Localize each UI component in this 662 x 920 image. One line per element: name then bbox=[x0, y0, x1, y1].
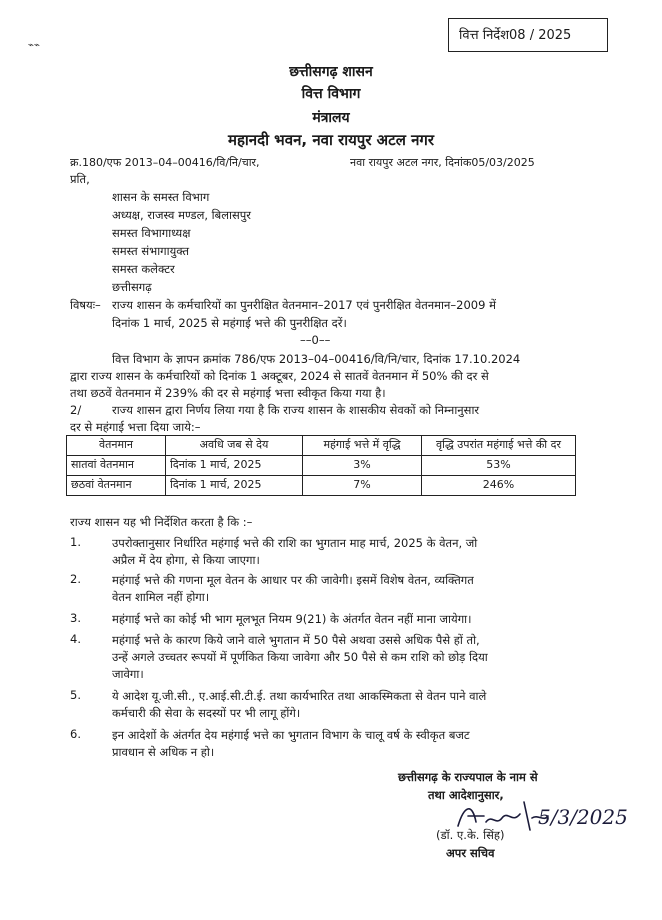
table-cell: 3% bbox=[303, 456, 422, 476]
table-cell: दिनांक 1 मार्च, 2025 bbox=[166, 456, 303, 476]
header-address: महानदी भवन, नवा रायपुर अटल नगर bbox=[227, 131, 435, 149]
table-cell: 7% bbox=[303, 476, 422, 496]
item-line: अप्रैल में देय होगा, से किया जाएगा। bbox=[112, 553, 260, 567]
signatory-name: (डॉ. ए.के. सिंह) bbox=[436, 828, 505, 842]
da-rates-table bbox=[66, 435, 576, 496]
header-government: छत्तीसगढ़ शासन bbox=[289, 64, 373, 80]
directive-item bbox=[112, 572, 578, 606]
item-line: उन्हें अगले उच्चतर रूपयों में पूर्णकित किया जावेगा और 50 पैसे से कम राशि को छोड़ दिया bbox=[112, 650, 488, 664]
item-number: 6. bbox=[70, 727, 81, 741]
directive-item bbox=[112, 535, 578, 569]
item-number: 1. bbox=[70, 535, 81, 549]
item-line: वेतन शामिल नहीं होगा। bbox=[112, 590, 210, 604]
header-department: वित्त विभाग bbox=[301, 86, 361, 102]
subject-line: दिनांक 1 मार्च, 2025 से महंगाई भत्ते की पुनरीक्षित दरें। bbox=[112, 316, 347, 330]
item-line: महंगाई भत्ते के कारण किये जाने वाले भुगतान में 50 पैसे अथवा उससे अधिक पैसे हों तो, bbox=[112, 633, 480, 647]
item-number: 3. bbox=[70, 611, 81, 625]
signature-authority: छत्तीसगढ़ के राज्यपाल के नाम से bbox=[398, 770, 538, 784]
table-cell: छठवां वेतनमान bbox=[67, 476, 166, 496]
paragraph-line: तथा छठवें वेतनमान में 239% की दर से महंगाई भत्ता स्वीकृत किया गया है। bbox=[70, 386, 386, 400]
paragraph-line: वित्त विभाग के ज्ञापन क्रमांक 786/एफ 2013–04–00416/वि/नि/चार, दिनांक 17.10.2024 bbox=[112, 352, 521, 366]
recipient-item: समस्त विभागाध्यक्ष bbox=[112, 226, 191, 240]
item-line: महंगाई भत्ते का कोई भी भाग मूलभूत नियम 9(21) के अंतर्गत वेतन नहीं माना जायेगा। bbox=[112, 612, 472, 626]
item-line: उपरोक्तानुसार निर्धारित महंगाई भत्ते की राशि का भुगतान माह मार्च, 2025 के वेतन, जो bbox=[112, 536, 478, 550]
item-line: इन आदेशों के अंतर्गत देय महंगाई भत्ते का भुगतान विभाग के चालू वर्ष के स्वीकृत बजट bbox=[112, 728, 470, 742]
margin-mark: ⌁⌁ bbox=[28, 40, 41, 51]
item-number: 4. bbox=[70, 632, 81, 646]
subject-line: राज्य शासन के कर्मचारियों का पुनरीक्षित वेतनमान–2017 एवं पुनरीक्षित वेतनमान–2009 में bbox=[112, 298, 496, 312]
memo-number: क्र.180/एफ 2013–04–00416/वि/नि/चार, bbox=[70, 156, 260, 169]
memo-place-date: नवा रायपुर अटल नगर, दिनांक05/03/2025 bbox=[350, 156, 535, 169]
item-line: प्रावधान से अधिक न हो। bbox=[112, 745, 215, 759]
prati-label: प्रति, bbox=[70, 172, 90, 186]
directive-item bbox=[112, 688, 578, 722]
table-row bbox=[67, 456, 576, 476]
table-cell: 53% bbox=[422, 456, 576, 476]
item-line: ये आदेश यू.जी.सी., ए.आई.सी.टी.ई. तथा कार्यभारित तथा आकस्मिकता से वेतन पाने वाले bbox=[112, 689, 487, 703]
paragraph-line: राज्य शासन द्वारा निर्णय लिया गया है कि राज्य शासन के शासकीय सेवकों को निम्नानुसार bbox=[112, 403, 480, 417]
reference-box: वित्त निर्देश08 / 2025 bbox=[448, 18, 608, 52]
recipient-item: समस्त कलेक्टर bbox=[112, 262, 175, 276]
table-cell: 246% bbox=[422, 476, 576, 496]
item-number: 2. bbox=[70, 572, 81, 586]
table-header-row bbox=[67, 436, 576, 456]
table-header-cell: वेतनमान bbox=[67, 436, 166, 456]
table-header-cell: अवधि जब से देय bbox=[166, 436, 303, 456]
item-line: महंगाई भत्ते की गणना मूल वेतन के आधार पर की जावेगी। इसमें विशेष वेतन, व्यक्तिगत bbox=[112, 573, 474, 587]
recipient-item: शासन के समस्त विभाग bbox=[112, 190, 210, 204]
handwritten-date: 5/3/2025 bbox=[538, 805, 628, 829]
directive-item bbox=[112, 611, 578, 628]
recipient-item: समस्त संभागायुक्त bbox=[112, 244, 190, 258]
subject-label: विषयः– bbox=[70, 298, 101, 312]
item-number: 5. bbox=[70, 688, 81, 702]
signatory-designation: अपर सचिव bbox=[446, 846, 495, 860]
recipient-item: छत्तीसगढ़ bbox=[112, 280, 152, 294]
table-header-cell: वृद्धि उपरांत महंगाई भत्ते की दर bbox=[422, 436, 576, 456]
divider: ––0–– bbox=[300, 333, 331, 347]
table-cell: दिनांक 1 मार्च, 2025 bbox=[166, 476, 303, 496]
paragraph-line: दर से महंगाई भत्ता दिया जाये:– bbox=[70, 420, 201, 434]
header-secretariat: मंत्रालय bbox=[312, 110, 350, 126]
signature-order: तथा आदेशानुसार, bbox=[428, 788, 504, 802]
item-line: जावेगा। bbox=[112, 667, 144, 681]
directive-item bbox=[112, 727, 578, 761]
table-cell: सातवां वेतनमान bbox=[67, 456, 166, 476]
table-header-cell: महंगाई भत्ते में वृद्धि bbox=[303, 436, 422, 456]
table-row bbox=[67, 476, 576, 496]
directive-intro: राज्य शासन यह भी निर्देशित करता है कि :– bbox=[70, 515, 253, 529]
directive-item bbox=[112, 632, 578, 683]
paragraph-number: 2/ bbox=[70, 403, 82, 417]
recipient-item: अध्यक्ष, राजस्व मण्डल, बिलासपुर bbox=[112, 208, 252, 222]
paragraph-line: द्वारा राज्य शासन के कर्मचारियों को दिनांक 1 अक्टूबर, 2024 से सातवें वेतनमान में 50% की दर से bbox=[70, 369, 489, 383]
item-line: कर्मचारी की सेवा के सदस्यों पर भी लागू होंगे। bbox=[112, 706, 301, 720]
